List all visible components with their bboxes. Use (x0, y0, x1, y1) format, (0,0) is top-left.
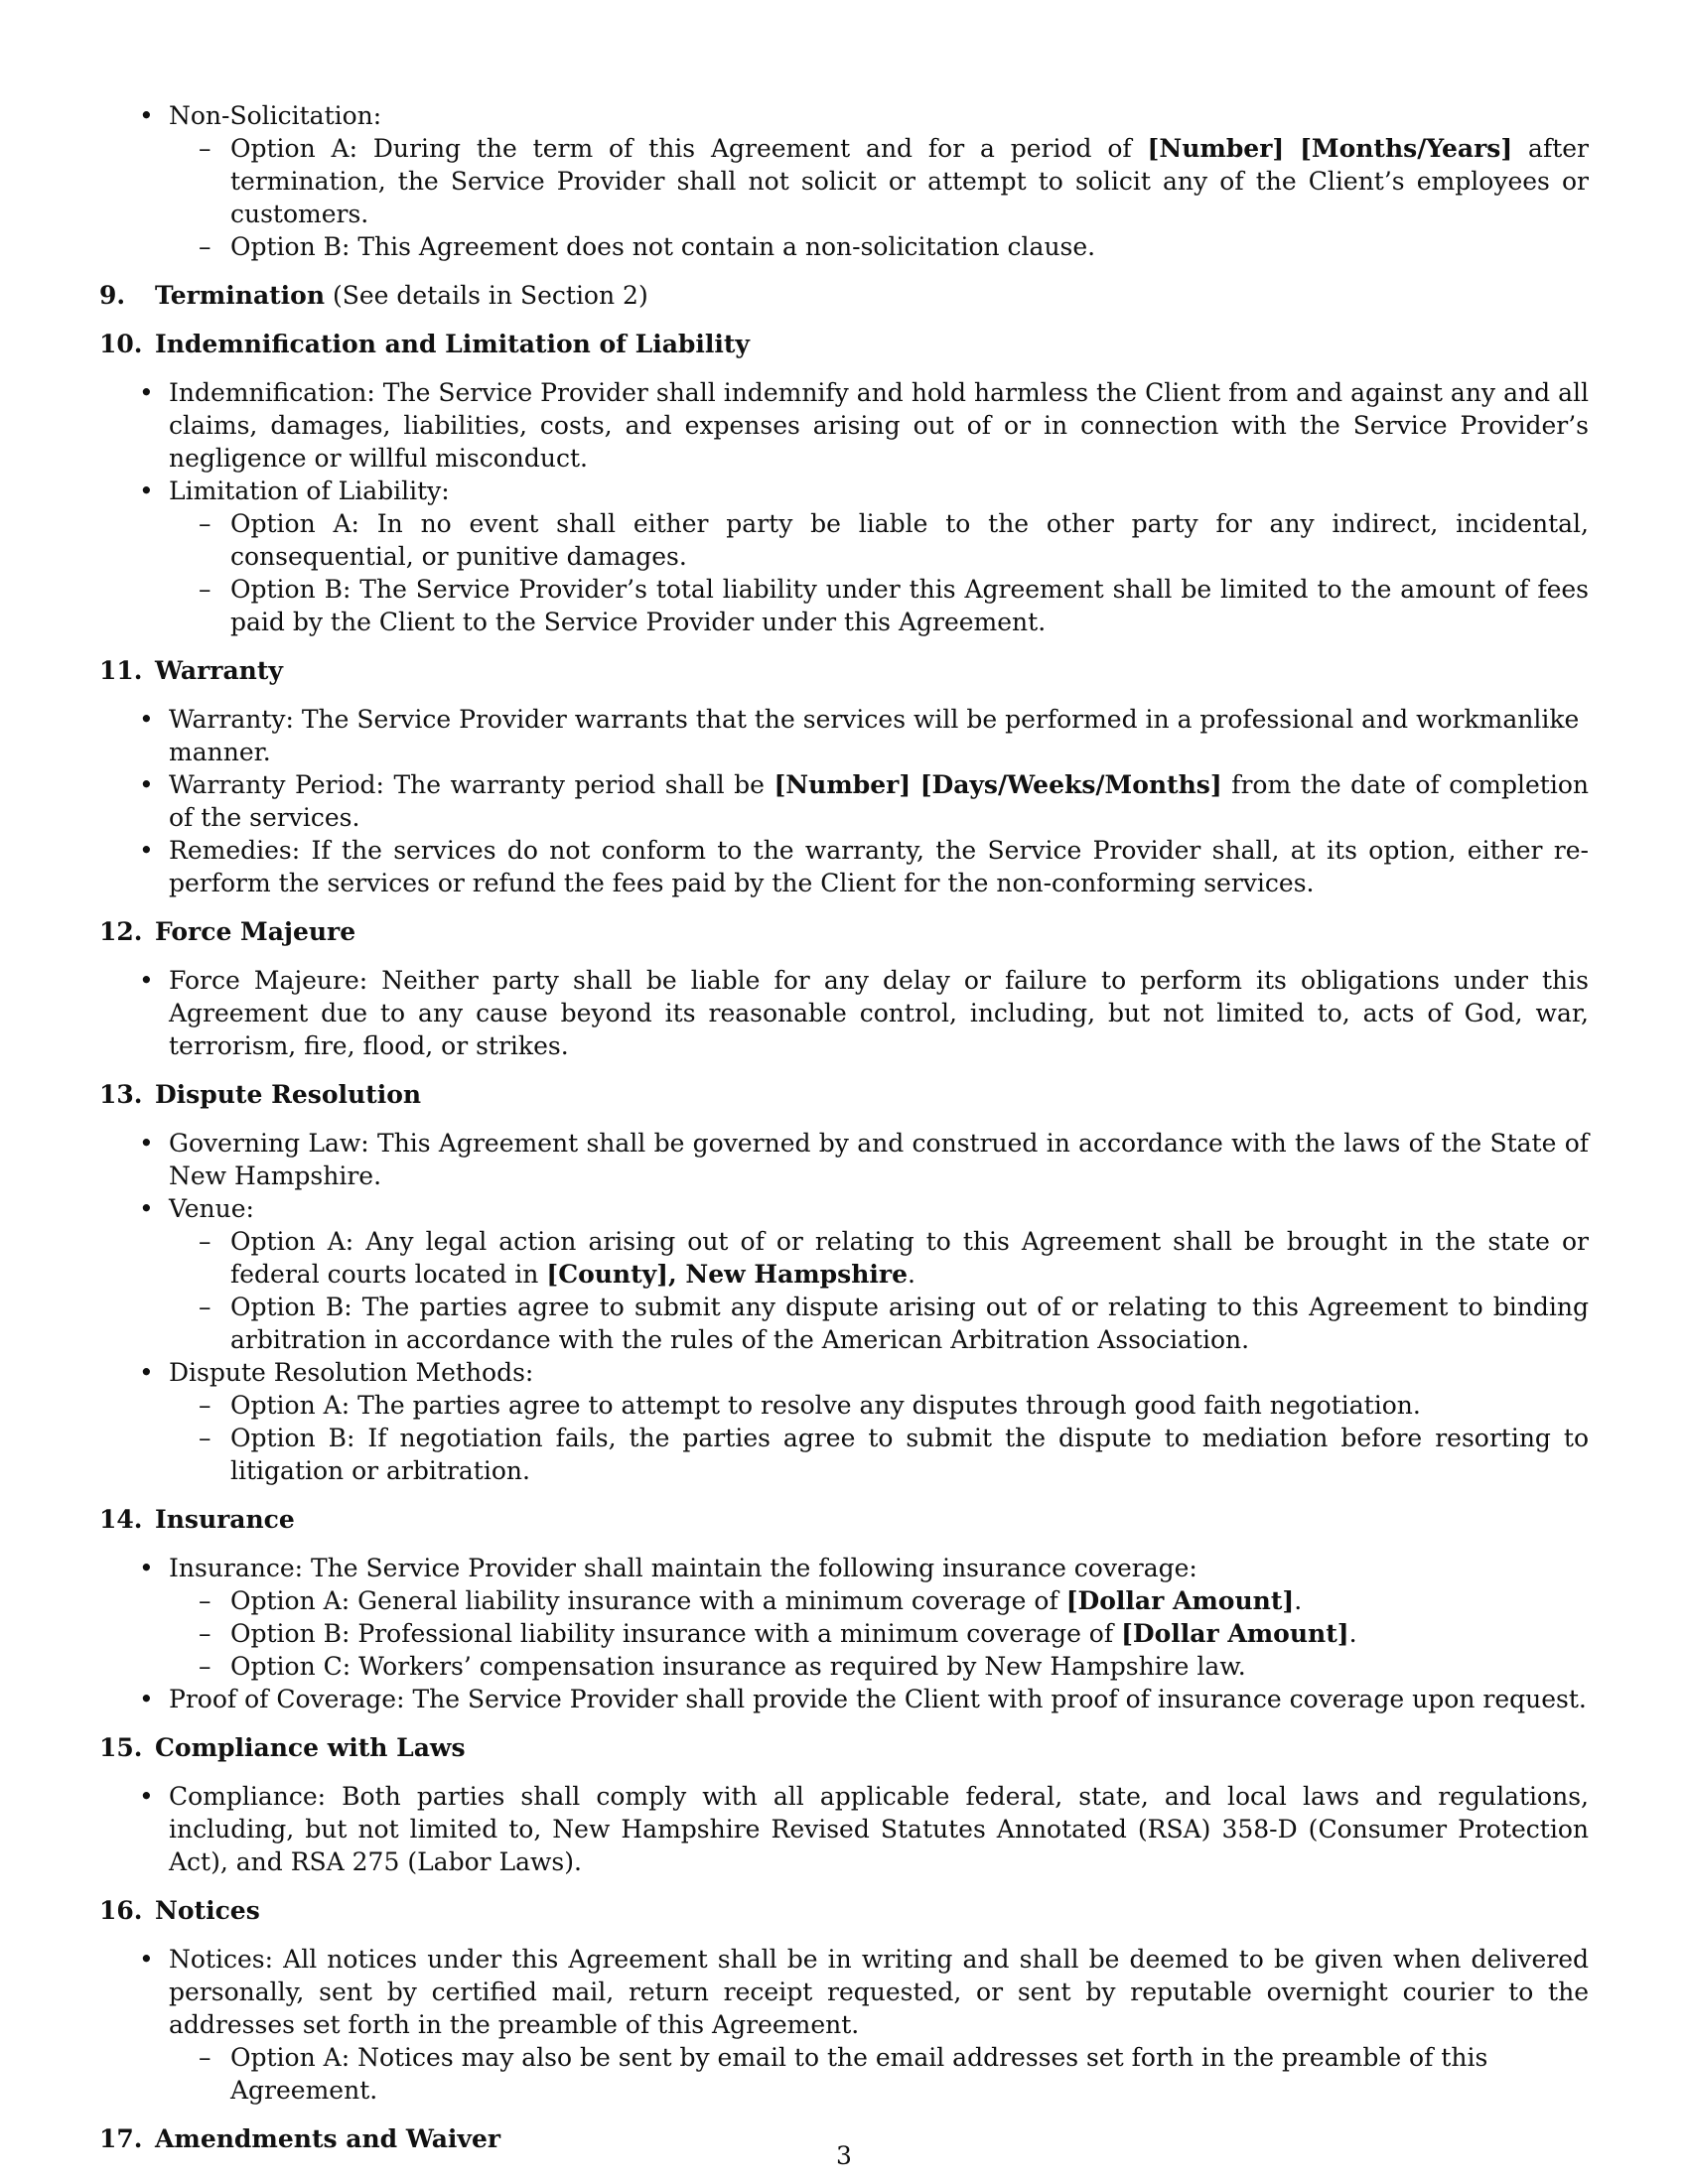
list-item (169, 1584, 1589, 1617)
non-solicitation-label: Non-Solicitation: (169, 101, 382, 130)
list-item (99, 475, 1589, 638)
section-heading (99, 279, 1589, 312)
options-list (169, 1225, 1589, 1356)
section-list (99, 703, 1589, 899)
section-title: Force Majeure (155, 917, 356, 946)
section-title: Termination (155, 281, 326, 310)
section-heading (99, 1731, 1589, 1764)
section-title: Notices (155, 1896, 260, 1925)
section-heading (99, 1503, 1589, 1536)
text-run: Option A: Any legal action arising out of or relating to this Agreement shall be brought in the state or federal courts located in (230, 1227, 1589, 1289)
section-number: 10. (99, 330, 143, 358)
placeholder-field: [Days/Weeks/Months] (919, 770, 1222, 799)
section-title: Compliance with Laws (155, 1733, 466, 1762)
section-list (99, 376, 1589, 638)
list-item (169, 1617, 1589, 1650)
list-item: – Option C: Workers’ compensation insurance as required by New Hampshire law. (169, 1650, 1589, 1683)
list-item: • Indemnification: The Service Provider shall indemnify and hold harmless the Client from and against any and all claims, damages, liabilities, costs, and expenses arising out of or in connection with the Service Provider’s negligence or willful misconduct. (99, 376, 1589, 475)
section-list (99, 964, 1589, 1062)
section-heading (99, 328, 1589, 360)
section-list (99, 1943, 1589, 2107)
section-title: Indemnification and Limitation of Liability (155, 330, 750, 358)
section-number: 12. (99, 917, 143, 946)
section-heading (99, 654, 1589, 687)
options-list (169, 1389, 1589, 1487)
list-item: • Warranty: The Service Provider warrants that the services will be performed in a professional and workmanlike manner. (99, 703, 1589, 768)
text-run: from the date of completion of the services. (169, 770, 1589, 832)
item-label: Insurance: The Service Provider shall maintain the following insurance coverage: (169, 1554, 1197, 1582)
text-run: after termination, the Service Provider shall not solicit or attempt to solicit any of the Client’s employees or customers. (230, 134, 1589, 228)
list-item: – Option A: The parties agree to attempt to resolve any disputes through good faith negotiation. (169, 1389, 1589, 1422)
section-list (99, 1552, 1589, 1715)
list-item: • Compliance: Both parties shall comply with all applicable federal, state, and local laws and regulations, including, but not limited to, New Hampshire Revised Statutes Annotated (RSA) 358-D (Consumer Protection Act), and RSA 275 (Labor Laws). (99, 1780, 1589, 1878)
list-item (169, 132, 1589, 230)
text-run: . (907, 1260, 915, 1289)
section-list (99, 1127, 1589, 1487)
placeholder-field: [Number] (1147, 134, 1285, 163)
section-title: Warranty (155, 656, 283, 685)
non-solicitation-list (99, 99, 1589, 263)
list-item: • Remedies: If the services do not conform to the warranty, the Service Provider shall, at its option, either re-perform the services or refund the fees paid by the Client for the non-conforming services. (99, 834, 1589, 899)
text-run: Warranty Period: The warranty period shall be (169, 770, 774, 799)
section-number: 9. (99, 281, 126, 310)
item-label: Limitation of Liability: (169, 477, 450, 505)
section-number: 13. (99, 1080, 143, 1109)
item-text: • Notices: All notices under this Agreement shall be in writing and shall be deemed to be given when delivered personally, sent by certified mail, return receipt requested, or sent by reputable overnight courier to the addresses set forth in the preamble of this Agreement. (169, 1945, 1589, 2039)
section-number: 17. (99, 2124, 143, 2153)
options-list (169, 1584, 1589, 1683)
placeholder-field: [Dollar Amount] (1065, 1586, 1295, 1615)
document-page (99, 99, 1589, 2171)
list-item (99, 1356, 1589, 1487)
list-item: – Option B: The parties agree to submit any dispute arising out of or relating to this Agreement to binding arbitration in accordance with the rules of the American Arbitration Association. (169, 1291, 1589, 1356)
section-number: 11. (99, 656, 143, 685)
text-run: Option A: During the term of this Agreement and for a period of (230, 134, 1148, 163)
section-list (99, 1780, 1589, 1878)
list-item (99, 1552, 1589, 1683)
list-item (169, 1225, 1589, 1291)
list-item: – Option A: Notices may also be sent by email to the email addresses set forth in the preamble of this Agreement. (169, 2041, 1589, 2107)
list-item: – Option B: This Agreement does not contain a non-solicitation clause. (169, 230, 1589, 263)
list-item (99, 99, 1589, 263)
page-number: 3 (836, 2141, 852, 2170)
section-number: 14. (99, 1505, 143, 1534)
text-run: . (1294, 1586, 1303, 1615)
section-title: Amendments and Waiver (155, 2124, 501, 2153)
options-list (169, 507, 1589, 638)
placeholder-field: [Number] (774, 770, 912, 799)
section-heading (99, 1078, 1589, 1111)
list-item: • Governing Law: This Agreement shall be governed by and construed in accordance with the laws of the State of New Hampshire. (99, 1127, 1589, 1192)
list-item: • Force Majeure: Neither party shall be liable for any delay or failure to perform its obligations under this Agreement due to any cause beyond its reasonable control, including, but not limited to, acts of God, war, terrorism, fire, flood, or strikes. (99, 964, 1589, 1062)
item-label: Dispute Resolution Methods: (169, 1358, 534, 1387)
section-heading (99, 915, 1589, 948)
options-list (169, 2041, 1589, 2107)
placeholder-field: [Months/Years] (1300, 134, 1513, 163)
list-item (99, 768, 1589, 834)
section-number: 16. (99, 1896, 143, 1925)
list-item: – Option B: The Service Provider’s total liability under this Agreement shall be limited to the amount of fees paid by the Client to the Service Provider under this Agreement. (169, 573, 1589, 638)
list-item: – Option A: In no event shall either party be liable to the other party for any indirect, incidental, consequential, or punitive damages. (169, 507, 1589, 573)
section-note: (See details in Section 2) (325, 281, 648, 310)
text-run (911, 770, 920, 799)
list-item (99, 1192, 1589, 1356)
section-title: Insurance (155, 1505, 295, 1534)
list-item: • Proof of Coverage: The Service Provider shall provide the Client with proof of insurance coverage upon request. (99, 1683, 1589, 1715)
placeholder-field: [Dollar Amount] (1121, 1619, 1349, 1648)
list-item: – Option B: If negotiation fails, the parties agree to submit the dispute to mediation before resorting to litigation or arbitration. (169, 1422, 1589, 1487)
list-item (99, 1943, 1589, 2107)
text-run: Option B: Professional liability insurance with a minimum coverage of (230, 1619, 1122, 1648)
section-number: 15. (99, 1733, 143, 1762)
section-title: Dispute Resolution (155, 1080, 422, 1109)
section-heading (99, 1894, 1589, 1927)
text-run: Option A: General liability insurance with a minimum coverage of (230, 1586, 1066, 1615)
item-label: Venue: (169, 1194, 254, 1223)
non-solicitation-options (169, 132, 1589, 263)
placeholder-field: [County], New Hampshire (546, 1260, 908, 1289)
text-run (1284, 134, 1300, 163)
text-run: . (1348, 1619, 1357, 1648)
